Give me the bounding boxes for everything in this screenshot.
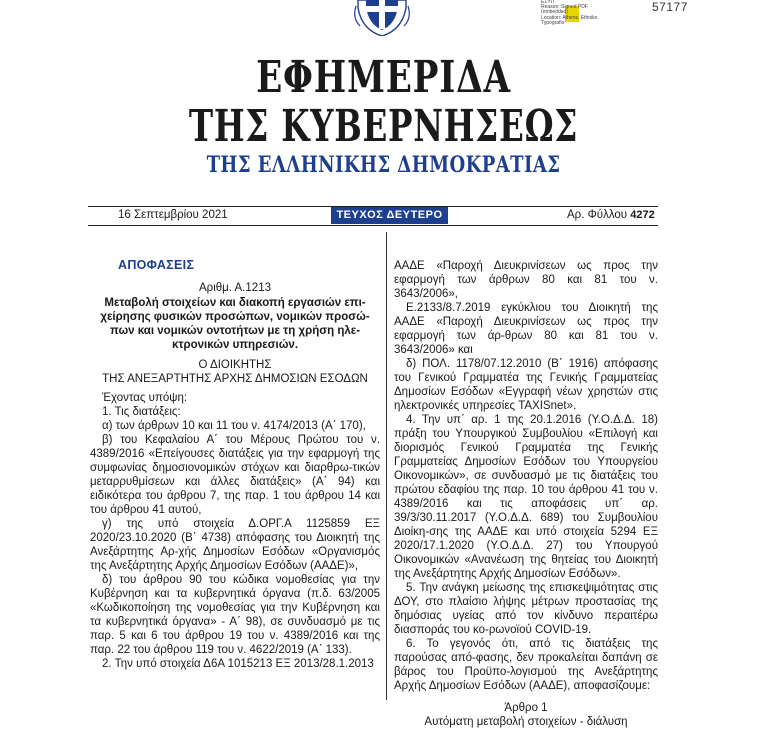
authority-name: ΤΗΣ ΑΝΕΞΑΡΤΗΤΗΣ ΑΡΧΗΣ ΔΗΜΟΣΙΩΝ ΕΣΟΔΩΝ [102,373,368,385]
greek-coat-of-arms-emblem [352,0,412,36]
signature-line: Typografio [541,19,565,26]
issue-series-badge: ΤΕΥΧΟΣ ΔΕΥΤΕΡΟ [331,207,448,224]
masthead-subtitle: ΤΗΣ ΕΛΛΗΝΙΚΗΣ ΔΗΜΟΚΡΑΤΙΑΣ [206,152,561,178]
article-heading: Άρθρο 1 [504,702,548,714]
paragraph: 1. Τις διατάξεις: [102,406,181,418]
paragraph: 5. Την ανάγκη μείωσης της επισκεψιμότητας στις ΔΟΥ, στο πλαίσιο λήψης μέτρων προστασίας της δημόσιας υγείας από τον κίνδυνο περαιτέρω διασποράς του κο-ρωνοϊού COVID-19. [394,582,658,636]
paragraph: 2. Την υπό στοιχεία Δ6Α 1015213 ΕΞ 2013/28.1.2013 [102,658,374,670]
sheet-label: Αρ. Φύλλου [567,209,628,221]
sheet-number-value: 4272 [630,209,655,221]
authority-title: Ο ΔΙΟΙΚΗΤΗΣ [198,359,272,371]
masthead-title-line1: ΕΦΗΜΕΡΙΔΑ [256,52,511,103]
sheet-number [567,209,655,221]
signature-line: ΕΣΥΠ [541,0,555,5]
paragraph: γ) της υπό στοιχεία Δ.ΟΡΓ.Α 1125859 ΕΞ 2020/23.10.2020 (Β΄ 4738) απόφασης του Διοικητή της Ανεξάρτητης Αρ-χής Δημοσίων Εσόδων «Οργανισμός της Ανεξάρτητης Αρχής Δημοσίων Εσόδων (ΑΑΔΕ)», [90,518,380,572]
issue-bar-bottom-rule [88,225,658,226]
decision-subject: Μεταβολή στοιχείων και διακοπή εργασιών επι-χείρησης φυσικών προσώπων, νομικών προσώ-πων και νομικών οντοτήτων με τη χρήση ηλε-κτρονικών υπηρεσιών. [100,297,370,351]
right-column [394,259,658,729]
paragraph: β) του Κεφαλαίου Α΄ του Μέρους Πρώτου του ν. 4389/2016 «Επείγουσες διατάξεις για την εφαρμογή της συμφωνίας δημοσιονομικών στόχων και διαρθρω-τικών μεταρρυθμίσεων και άλλες διατάξεις» (Α΄ 94) και ειδικότερα του άρθρου 7, της παρ. 1 του άρθρου 14 και του άρθρου 41 αυτού, [90,434,380,516]
decision-number: Αριθμ. Α.1213 [199,282,271,294]
paragraph: ΑΑΔΕ «Παροχή Διευκρινίσεων ως προς την εφαρμογή των άρθρων 80 και 81 του ν. 3643/2006», [394,260,658,300]
signature-line: Location: Athens, Ethniko [541,14,598,21]
digital-signature-info [541,0,611,26]
masthead-title-line2: ΤΗΣ ΚΥΒΕΡΝΗΣΕΩΣ [188,101,579,152]
paragraph: 6. Το γεγονός ότι, από τις διατάξεις της παρούσας από-φασης, δεν προκαλείται δαπάνη σε βάρος του Προϋπο-λογισμού της Ανεξάρτητης Αρχής Δημοσίων Εσόδων (ΑΑΔΕ), αποφασίζουμε: [394,638,658,692]
section-heading: ΑΠΟΦΑΣΕΙΣ [118,258,195,272]
paragraph: δ) ΠΟΛ. 1178/07.12.2010 (Β΄ 1916) απόφασης του Γενικού Γραμματέα της Γενικής Γραμματείας Δημοσίων Εσόδων «Εγγραφή νέων χρηστών στις ηλεκτρονικές υπηρεσίες TAXISnet». [394,358,658,412]
signature-line: Reason: Signed PDF [541,4,588,11]
paragraph: δ) του άρθρου 90 του κώδικα νομοθεσίας για την Κυβέρνηση και τα κυβερνητικά όργανα (π.δ. 63/2005 «Κωδικοποίηση της νομοθεσίας για την Κυβέρνηση και τα κυβερνητικά όργανα» - Α΄ 98), σε συνδυασμό με τις παρ. 5 και 6 του άρθρου 19 του ν. 4389/2016 και της παρ. 22 του άρθρου 119 του ν. 4622/2019 (Α΄ 133). [90,574,380,656]
left-column [90,281,380,671]
paragraph: Ε.2133/8.7.2019 εγκύκλιου του Διοικητή της ΑΑΔΕ «Παροχή Διευκρινίσεων ως προς την εφαρμογή των άρ-θρων 80 και 81 του ν. 3643/2006» και [394,302,658,356]
article-subheading: Αυτόματη μεταβολή στοιχείων - διάλυση [424,716,628,728]
issue-date: 16 Σεπτεμβρίου 2021 [118,209,228,221]
signature-line: (embedded) [541,9,568,16]
column-divider [386,232,387,700]
paragraph: 4. Την υπ΄ αρ. 1 της 20.1.2016 (Υ.Ο.Δ.Δ. 18) πράξη του Υπουργικού Συμβουλίου «Επιλογή και διορισμός Γενικού Γραμματέα της Γενικής Γραμματείας Δημοσίων Εσόδων του Υπουργείου Οικονομικών», σε συνδυασμό με τις διατάξεις του πρώτου εδαφίου της παρ. 10 του άρθρου 41 του ν. 4389/2016 και τις αποφάσεις υπ΄ αρ. 39/3/30.11.2017 (Υ.Ο.Δ.Δ. 689) του Συμβουλίου Διοίκη-σης της ΑΑΔΕ και υπό στοιχεία 5294 ΕΞ 2020/17.1.2020 (Υ.Ο.Δ.Δ. 27) του Υπουργού Οικονομικών «Ανανέωση της θητείας του Διοικητή της Ανεξάρτητης Αρχής Δημοσίων Εσόδων». [394,414,658,580]
paragraph: α) των άρθρων 10 και 11 του ν. 4174/2013 (Α΄ 170), [102,420,366,432]
page-number: 57177 [652,0,688,14]
having-regard: Έχοντας υπόψη: [102,392,188,404]
